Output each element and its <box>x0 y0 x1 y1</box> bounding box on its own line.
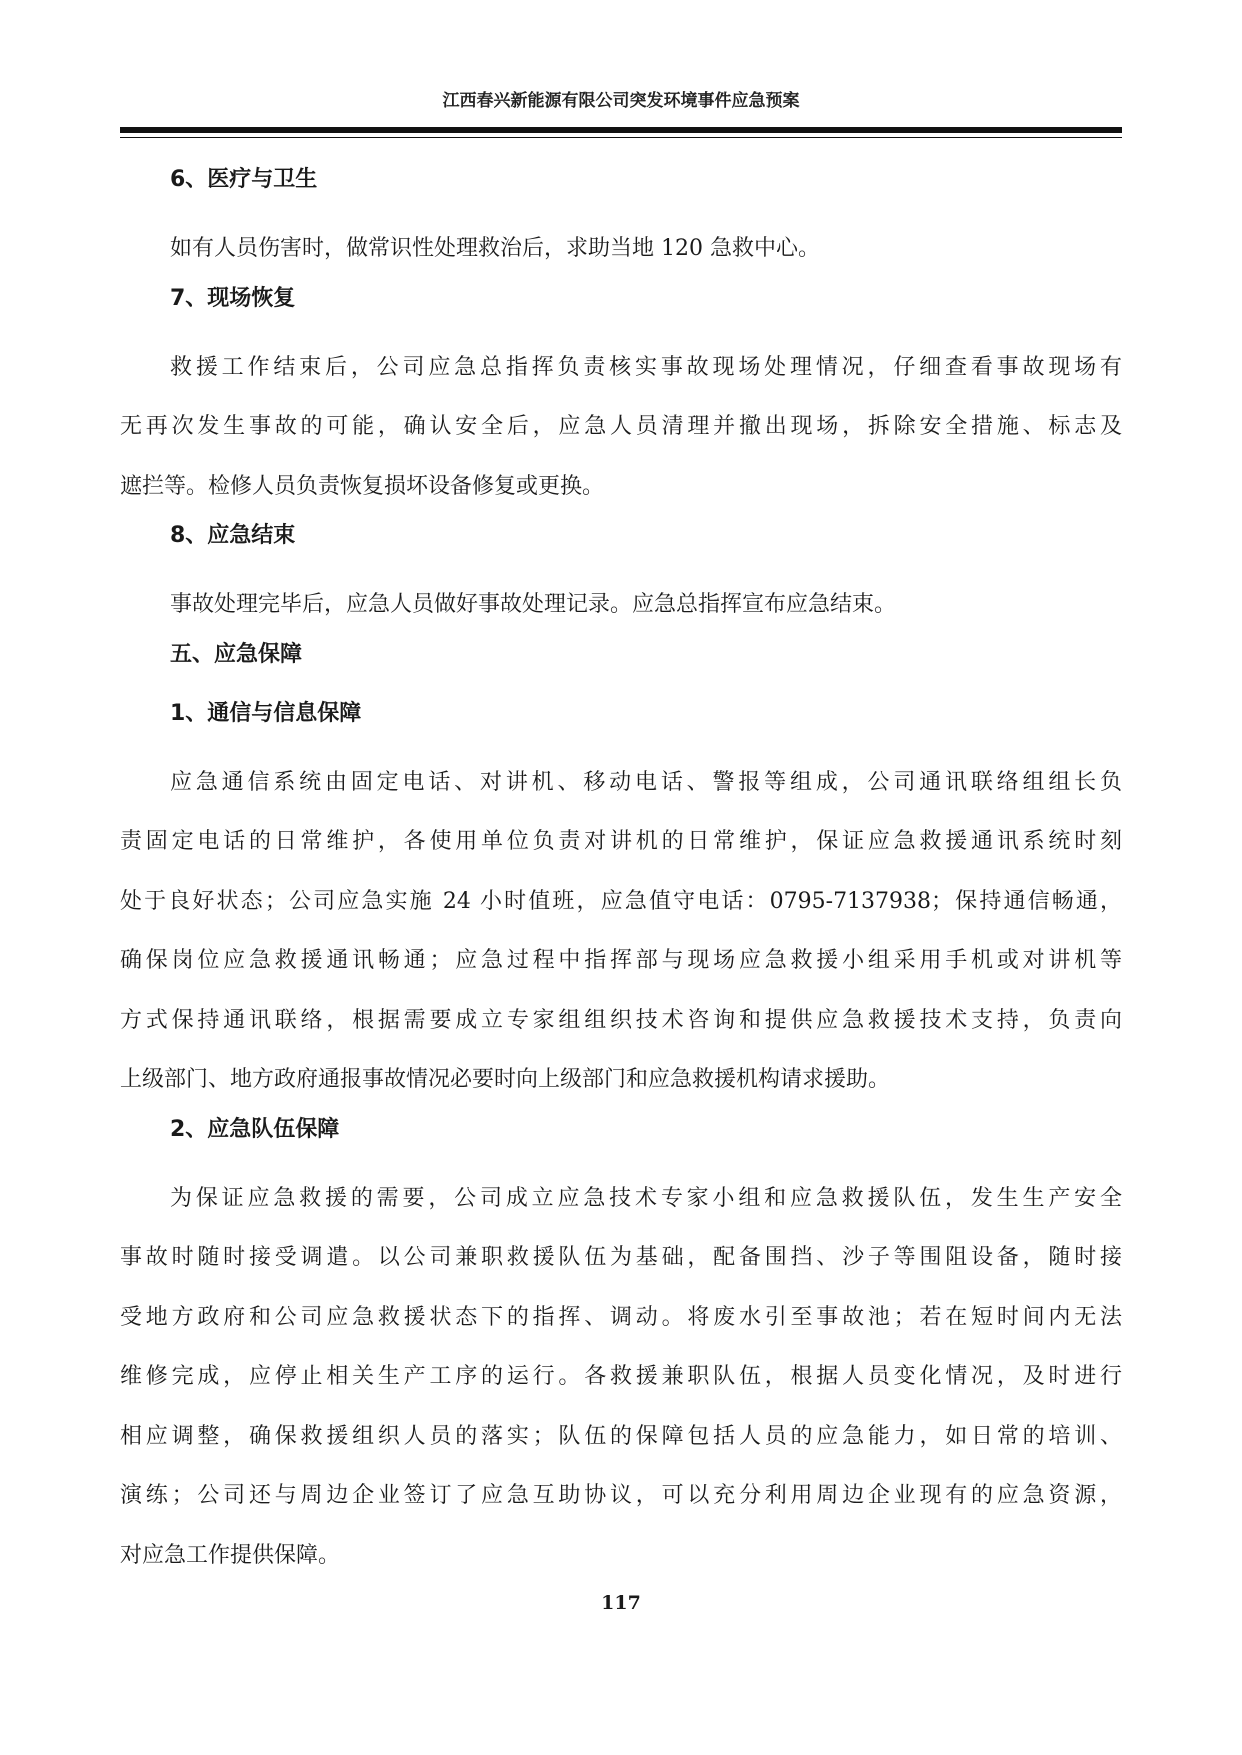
document-body <box>120 160 1122 1585</box>
section-heading: 1、通信与信息保障 <box>170 700 362 726</box>
body-paragraph <box>120 575 1122 635</box>
paragraph-line: 无再次发生事故的可能，确认安全后，应急人员清理并撤出现场，拆除安全措施、标志及 <box>120 414 1122 439</box>
paragraph-line: 应急通信系统由固定电话、对讲机、移动电话、警报等组成，公司通讯联络组组长负 <box>170 769 1122 795</box>
paragraph-line: 责固定电话的日常维护，各使用单位负责对讲机的日常维护，保证应急救援通讯系统时刻 <box>120 829 1122 854</box>
header-rule-thin <box>120 137 1122 138</box>
paragraph-line: 如有人员伤害时，做常识性处理救治后，求助当地 120 急救中心。 <box>170 236 820 261</box>
header-rule-thick <box>120 127 1122 133</box>
section-heading: 五、应急保障 <box>170 641 303 667</box>
paragraph-line: 对应急工作提供保障。 <box>120 1542 341 1568</box>
paragraph-line: 事故处理完毕后，应急人员做好事故处理记录。应急总指挥宣布应急结束。 <box>170 592 897 617</box>
paragraph-line: 遮拦等。检修人员负责恢复损坏设备修复或更换。 <box>120 473 605 499</box>
body-paragraph <box>120 338 1122 517</box>
section-heading: 2、应急队伍保障 <box>170 1116 340 1142</box>
paragraph-line: 受地方政府和公司应急救援状态下的指挥、调动。将废水引至事故池；若在短时间内无法 <box>120 1304 1122 1330</box>
paragraph-line: 事故时随时接受调遣。以公司兼职救援队伍为基础，配备围挡、沙子等围阻设备，随时接 <box>120 1245 1122 1270</box>
body-paragraph <box>120 1169 1122 1586</box>
paragraph-line: 上级部门、地方政府通报事故情况必要时向上级部门和应急救援机构请求援助。 <box>120 1067 891 1092</box>
paragraph-line: 相应调整，确保救援组织人员的落实；队伍的保障包括人员的应急能力，如日常的培训、 <box>120 1423 1122 1449</box>
body-paragraph <box>120 219 1122 279</box>
paragraph-line: 演练；公司还与周边企业签订了应急互助协议，可以充分利用周边企业现有的应急资源， <box>120 1483 1122 1508</box>
document-header-title: 江西春兴新能源有限公司突发环境事件应急预案 <box>442 91 800 111</box>
section-heading: 8、应急结束 <box>170 523 296 548</box>
paragraph-line: 处于良好状态；公司应急实施 24 小时值班，应急值守电话：0795-7137938；保持通信畅通， <box>120 888 1122 914</box>
section-heading: 7、现场恢复 <box>170 285 296 311</box>
paragraph-line: 为保证应急救援的需要，公司成立应急技术专家小组和应急救援队伍，发生生产安全 <box>170 1185 1122 1211</box>
page-number: 117 <box>601 1592 641 1614</box>
paragraph-line: 确保岗位应急救援通讯畅通；应急过程中指挥部与现场应急救援小组采用手机或对讲机等 <box>120 948 1122 973</box>
section-heading: 6、医疗与卫生 <box>170 167 318 192</box>
paragraph-line: 方式保持通讯联络，根据需要成立专家组组织技术咨询和提供应急救援技术支持，负责向 <box>120 1007 1122 1033</box>
body-paragraph <box>120 753 1122 1110</box>
paragraph-line: 维修完成，应停止相关生产工序的运行。各救援兼职队伍，根据人员变化情况，及时进行 <box>120 1364 1122 1389</box>
paragraph-line: 救援工作结束后，公司应急总指挥负责核实事故现场处理情况，仔细查看事故现场有 <box>170 354 1122 380</box>
